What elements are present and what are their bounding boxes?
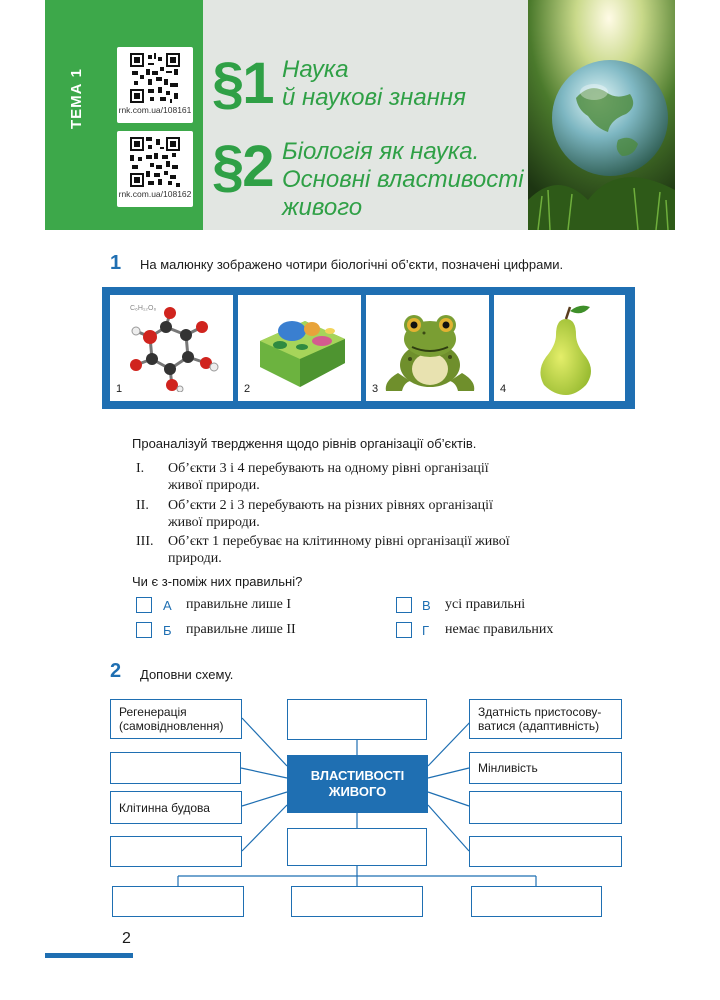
scheme-box-right-1[interactable] [469, 699, 622, 739]
statement-line: природи. [168, 551, 222, 566]
scheme-box-left-1[interactable] [110, 699, 242, 739]
answer-text: правильне лише II [186, 622, 296, 637]
answer-text: правильне лише I [186, 597, 292, 612]
scheme-box-bottom-right-empty[interactable] [471, 886, 602, 917]
scheme-box-left-4-empty[interactable] [110, 836, 242, 867]
scheme-box-line: (самовідновлення) [119, 719, 224, 733]
object-label: 1 [116, 383, 123, 395]
answer-letter: Г [422, 623, 430, 638]
scheme-center-line: ВЛАСТИВОСТІ [310, 768, 405, 783]
task-question: Чи є з-поміж них правильні? [132, 574, 303, 589]
answer-text: усі правильні [445, 597, 526, 612]
paragraph-number-2: §2 [212, 134, 273, 199]
scheme-box-bottom-empty[interactable] [287, 828, 427, 866]
statement-roman: I. [136, 461, 145, 476]
answer-text: немає правильних [445, 622, 554, 637]
task-number: 2 [110, 660, 122, 682]
scheme-box-right-3-empty[interactable] [469, 791, 622, 824]
statement-line: живої природи. [168, 515, 260, 530]
scheme-box-line: ватися (адаптивність) [478, 719, 600, 733]
scheme-box-right-2[interactable] [469, 752, 622, 784]
object-label: 2 [244, 383, 251, 395]
scheme-box-left-2-empty[interactable] [110, 752, 241, 784]
qr-link-text[interactable]: rnk.com.ua/108161 [118, 105, 192, 115]
paragraph-title-line: Біологія як наука. [282, 138, 480, 165]
scheme-box-line: Мінливість [478, 761, 538, 775]
scheme-center-box [287, 755, 428, 813]
paragraph-title-line: живого [282, 194, 363, 221]
page-number: 2 [122, 930, 131, 947]
page-footer-bar [45, 953, 133, 958]
answer-letter: А [163, 598, 172, 613]
qr-link-text[interactable]: rnk.com.ua/108162 [118, 189, 192, 199]
scheme-box-left-3[interactable] [110, 791, 242, 824]
topic-label: ТЕМА 1 [68, 67, 85, 129]
statement-roman: III. [136, 534, 154, 549]
task-prompt: Доповни схему. [140, 667, 234, 682]
object-label: 3 [372, 383, 379, 395]
scheme-box-bottom-middle-empty[interactable] [291, 886, 423, 917]
scheme-box-line: Регенерація [119, 705, 187, 719]
scheme-box-line: Здатність пристосову- [478, 705, 602, 719]
scheme-box-top-empty[interactable] [287, 699, 427, 740]
statement-line: Об’єкти 2 і 3 перебувають на різних рівнях організації [168, 498, 493, 513]
statement-line: живої природи. [168, 478, 260, 493]
object-label: 4 [500, 383, 507, 395]
paragraph-title-line: й наукові знання [282, 84, 466, 111]
task-number: 1 [110, 252, 122, 274]
task-instruction: Проаналізуй твердження щодо рівнів організації об’єктів. [132, 436, 477, 451]
molecule-formula: С₆Н₁₂О₆ [130, 305, 157, 312]
answer-letter: Б [163, 623, 172, 638]
paragraph-title-line: Основні властивості [282, 166, 524, 193]
scheme-box-line: Клітинна будова [119, 801, 210, 815]
statement-line: Об’єкти 3 і 4 перебувають на одному рівні організації [168, 461, 489, 476]
scheme-box-bottom-left-empty[interactable] [112, 886, 244, 917]
statement-roman: II. [136, 498, 149, 513]
scheme-box-right-4-empty[interactable] [469, 836, 622, 867]
scheme-center-line: ЖИВОГО [328, 784, 387, 799]
answer-letter: В [422, 598, 431, 613]
task-prompt: На малюнку зображено чотири біологічні об’єкти, позначені цифрами. [140, 257, 564, 272]
paragraph-number-1: §1 [212, 51, 273, 116]
paragraph-title-line: Наука [282, 56, 349, 83]
statement-line: Об’єкт 1 перебуває на клітинному рівні організації живої [168, 534, 510, 549]
